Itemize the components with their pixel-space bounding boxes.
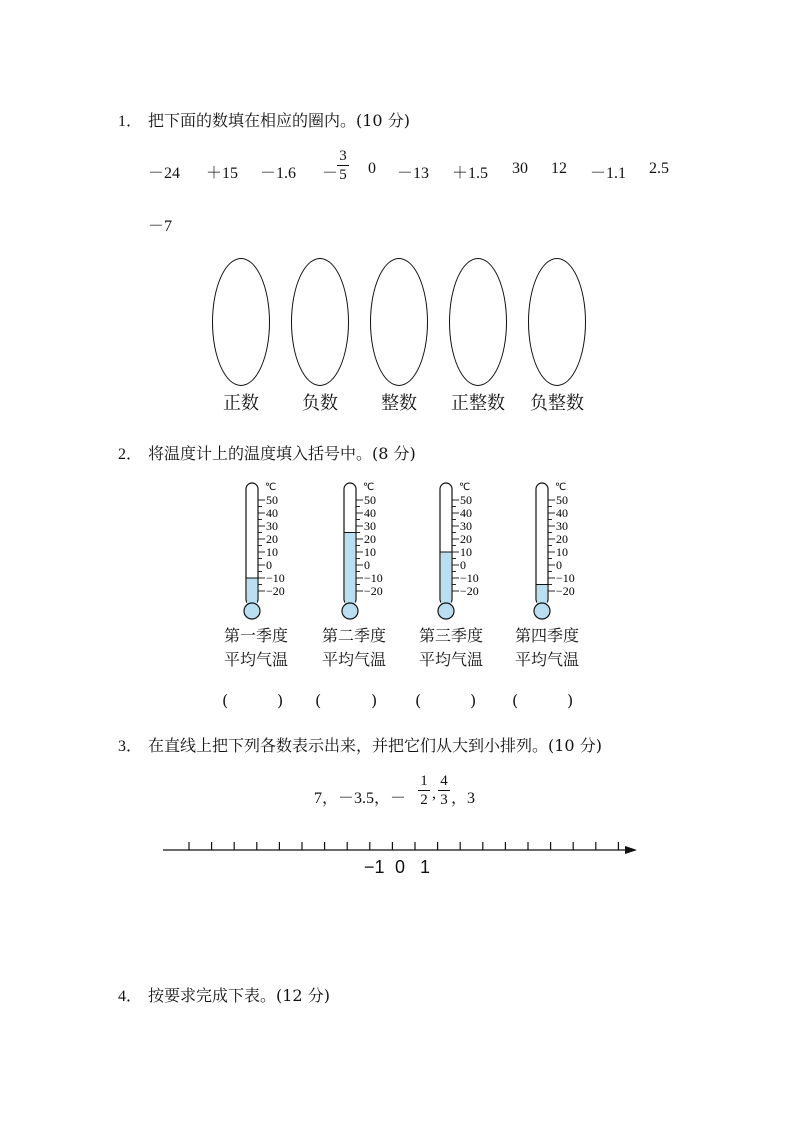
thermometer-scale-label: −20 bbox=[556, 584, 575, 598]
oval-label: 整数 bbox=[381, 393, 417, 414]
thermometer-scale-label: 50 bbox=[266, 493, 278, 507]
question-2-title bbox=[118, 441, 416, 464]
plot-numbers-b: ，3 bbox=[451, 790, 476, 807]
question-number: 1． bbox=[118, 113, 143, 130]
season-name: 第四季度 bbox=[514, 626, 579, 645]
thermometer-liquid bbox=[345, 533, 355, 609]
thermometer-scale-label: 0 bbox=[460, 558, 466, 572]
thermometer-bulb bbox=[244, 603, 260, 619]
question-number: 3． bbox=[118, 738, 143, 755]
paren-close: ) bbox=[567, 691, 574, 710]
number-item: 2.5 bbox=[649, 160, 669, 177]
season-caption: 平均气温 bbox=[321, 650, 386, 669]
thermometer-label bbox=[497, 624, 597, 672]
number-item: 30 bbox=[512, 160, 528, 177]
fraction-four-thirds bbox=[438, 772, 450, 809]
paren-close: ) bbox=[277, 691, 284, 710]
thermometer-scale-label: 20 bbox=[266, 532, 278, 546]
thermometer-scale-label: 20 bbox=[460, 532, 472, 546]
paren-open: ( bbox=[222, 691, 229, 710]
season-caption: 平均气温 bbox=[223, 650, 288, 669]
thermometer-scale-label: −10 bbox=[556, 571, 575, 585]
question-text: 把下面的数填在相应的圈内。(10 分) bbox=[148, 111, 410, 130]
question-number: 4． bbox=[118, 988, 143, 1005]
thermometer-scale-label: −10 bbox=[364, 571, 383, 585]
question-text: 将温度计上的温度填入括号中。(8 分) bbox=[148, 444, 416, 463]
number-item: －13 bbox=[397, 165, 430, 182]
thermometer-scale-label: −10 bbox=[266, 571, 285, 585]
oval-integer[interactable] bbox=[370, 258, 428, 386]
fraction-denominator: 5 bbox=[339, 167, 347, 183]
season-caption: 平均气温 bbox=[514, 650, 579, 669]
thermometer bbox=[240, 480, 310, 630]
thermometer-unit: ℃ bbox=[265, 482, 277, 493]
number-item: ＋1.5 bbox=[452, 165, 489, 182]
thermometer-scale-label: 0 bbox=[556, 558, 562, 572]
thermometer-scale-label: 10 bbox=[460, 545, 472, 559]
question-number: 2． bbox=[118, 446, 143, 463]
paren-close: ) bbox=[371, 691, 378, 710]
thermometer-unit: ℃ bbox=[363, 482, 375, 493]
oval-positive[interactable] bbox=[212, 258, 270, 386]
thermometer-scale-label: −20 bbox=[266, 584, 285, 598]
thermometer-scale-label: 40 bbox=[460, 506, 472, 520]
fraction-denominator: 2 bbox=[420, 792, 428, 808]
axis-label-minus-one: −1 bbox=[364, 857, 385, 877]
thermometer bbox=[338, 480, 408, 630]
thermometer-scale-label: 30 bbox=[460, 519, 472, 533]
thermometer bbox=[530, 480, 600, 630]
thermometer-scale-label: 30 bbox=[266, 519, 278, 533]
number-item: －1.6 bbox=[260, 165, 297, 182]
question-text: 在直线上把下列各数表示出来，并把它们从大到小排列。(10 分) bbox=[148, 736, 602, 755]
thermometer-bulb bbox=[342, 603, 358, 619]
thermometer-label bbox=[206, 624, 306, 672]
question-4-title bbox=[118, 983, 330, 1006]
thermometer-label bbox=[304, 624, 404, 672]
thermometer-scale-label: 20 bbox=[364, 532, 376, 546]
plot-numbers-a: 7，－3.5，－ bbox=[314, 790, 407, 807]
comma: , bbox=[432, 785, 436, 802]
number-item: 12 bbox=[551, 160, 567, 177]
axis-label-zero: 0 bbox=[395, 857, 406, 877]
thermometer-scale-label: −20 bbox=[364, 584, 383, 598]
thermometer-scale-label: 50 bbox=[364, 493, 376, 507]
thermometer-bulb bbox=[438, 603, 454, 619]
thermometer-scale-label: −20 bbox=[460, 584, 479, 598]
number-item: －1.1 bbox=[590, 165, 627, 182]
thermometer-scale-label: 0 bbox=[364, 558, 370, 572]
fraction-numerator: 3 bbox=[339, 148, 347, 164]
fraction-numerator: 4 bbox=[440, 773, 448, 789]
thermometer-scale-label: 50 bbox=[460, 493, 472, 507]
paren-open: ( bbox=[512, 691, 519, 710]
fraction-numerator: 1 bbox=[420, 773, 428, 789]
thermometer-scale-label: 10 bbox=[556, 545, 568, 559]
season-name: 第一季度 bbox=[223, 626, 288, 645]
thermometer-scale-label: 30 bbox=[364, 519, 376, 533]
thermometer-scale-label: −10 bbox=[460, 571, 479, 585]
thermometer-scale-label: 40 bbox=[266, 506, 278, 520]
question-1-title bbox=[118, 108, 410, 131]
number-line-ticks bbox=[189, 842, 618, 850]
fraction-denominator: 3 bbox=[440, 792, 448, 808]
thermometer-scale-label: 50 bbox=[556, 493, 568, 507]
thermometer-label bbox=[401, 624, 501, 672]
thermometer bbox=[434, 480, 504, 630]
thermometer-bulb bbox=[534, 603, 550, 619]
oval-label: 负数 bbox=[302, 393, 338, 414]
oval-label: 正数 bbox=[223, 393, 259, 414]
thermometer-scale-label: 40 bbox=[556, 506, 568, 520]
thermometer-liquid bbox=[441, 552, 451, 608]
question-text: 按要求完成下表。(12 分) bbox=[148, 986, 330, 1005]
number-item: －24 bbox=[148, 165, 181, 182]
paren-close: ) bbox=[470, 691, 477, 710]
thermometer-scale-label: 10 bbox=[364, 545, 376, 559]
paren-open: ( bbox=[415, 691, 422, 710]
number-item: ＋15 bbox=[206, 165, 239, 182]
thermometer-scale-label: 40 bbox=[364, 506, 376, 520]
season-caption: 平均气温 bbox=[418, 650, 483, 669]
fraction-one-half bbox=[418, 772, 430, 809]
thermometer-scale-label: 30 bbox=[556, 519, 568, 533]
number-item: －7 bbox=[148, 218, 173, 235]
season-name: 第三季度 bbox=[418, 626, 483, 645]
paren-open: ( bbox=[315, 691, 322, 710]
number-line-arrow bbox=[625, 846, 637, 854]
thermometer-unit: ℃ bbox=[459, 482, 471, 493]
fraction-three-fifths bbox=[337, 147, 349, 184]
oval-label: 正整数 bbox=[451, 393, 505, 414]
number-item: － bbox=[322, 165, 339, 182]
question-3-title bbox=[118, 733, 602, 756]
thermometer-scale-label: 0 bbox=[266, 558, 272, 572]
thermometer-unit: ℃ bbox=[555, 482, 567, 493]
oval-positive-integer[interactable] bbox=[449, 258, 507, 386]
thermometer-scale-label: 20 bbox=[556, 532, 568, 546]
axis-label-one: 1 bbox=[420, 857, 431, 877]
season-name: 第二季度 bbox=[321, 626, 386, 645]
thermometer-scale-label: 10 bbox=[266, 545, 278, 559]
oval-negative[interactable] bbox=[291, 258, 349, 386]
number-item: 0 bbox=[368, 160, 376, 177]
oval-label: 负整数 bbox=[530, 393, 584, 414]
oval-negative-integer[interactable] bbox=[528, 258, 586, 386]
